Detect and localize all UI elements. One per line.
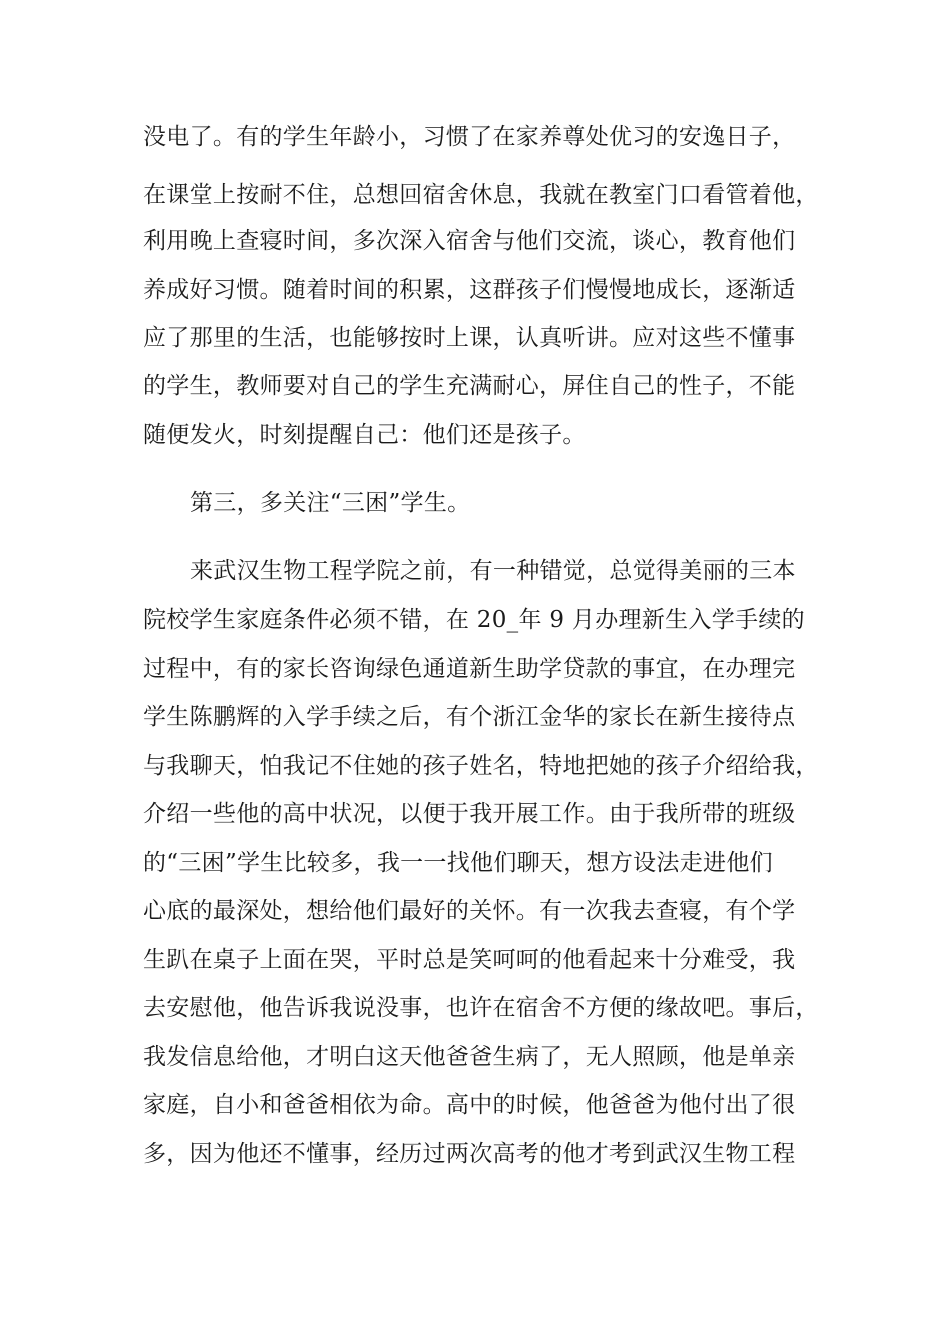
text-line: 没电了。有的学生年龄小，习惯了在家养尊处优习的安逸日子， xyxy=(143,124,796,150)
text-line: 学生陈鹏辉的入学手续之后，有个浙江金华的家长在新生接待点 xyxy=(143,704,796,730)
text-line: 过程中，有的家长咨询绿色通道新生助学贷款的事宜，在办理完 xyxy=(143,656,796,682)
text-line: 利用晚上查寝时间，多次深入宿舍与他们交流，谈心，教育他们 xyxy=(143,228,796,254)
text-line: 多，因为他还不懂事，经历过两次高考的他才考到武汉生物工程 xyxy=(143,1141,796,1167)
text-line: 介绍一些他的高中状况，以便于我开展工作。由于我所带的班级 xyxy=(143,801,796,827)
text-line: 的学生，教师要对自己的学生充满耐心，屏住自己的性子，不能 xyxy=(143,373,796,399)
section-heading: 第三，多关注“三困”学生。 xyxy=(190,490,471,516)
text-line: 去安慰他，他告诉我说没事，也许在宿舍不方便的缘故吧。事后， xyxy=(143,995,819,1021)
text-line: 家庭，自小和爸爸相依为命。高中的时候，他爸爸为他付出了很 xyxy=(143,1092,796,1118)
text-line: 心底的最深处，想给他们最好的关怀。有一次我去查寝，有个学 xyxy=(143,898,796,924)
text-line: 应了那里的生活，也能够按时上课，认真听讲。应对这些不懂事 xyxy=(143,325,796,351)
paragraph-first-line: 来武汉生物工程学院之前，有一种错觉，总觉得美丽的三本 xyxy=(190,558,796,584)
text-line: 养成好习惯。随着时间的积累，这群孩子们慢慢地成长，逐渐适 xyxy=(143,277,796,303)
text-line: 随便发火，时刻提醒自己：他们还是孩子。 xyxy=(143,422,586,448)
text-line: 的“三困”学生比较多，我一一找他们聊天，想方设法走进他们 xyxy=(143,850,773,876)
text-line: 生趴在桌子上面在哭，平时总是笑呵呵的他看起来十分难受，我 xyxy=(143,947,796,973)
text-line: 在课堂上按耐不住，总想回宿舍休息，我就在教室门口看管着他， xyxy=(143,182,819,208)
text-line: 院校学生家庭条件必须不错，在 20_年 9 月办理新生入学手续的 xyxy=(143,607,805,633)
text-line: 我发信息给他，才明白这天他爸爸生病了，无人照顾，他是单亲 xyxy=(143,1044,796,1070)
text-line: 与我聊天，怕我记不住她的孩子姓名，特地把她的孩子介绍给我， xyxy=(143,753,819,779)
